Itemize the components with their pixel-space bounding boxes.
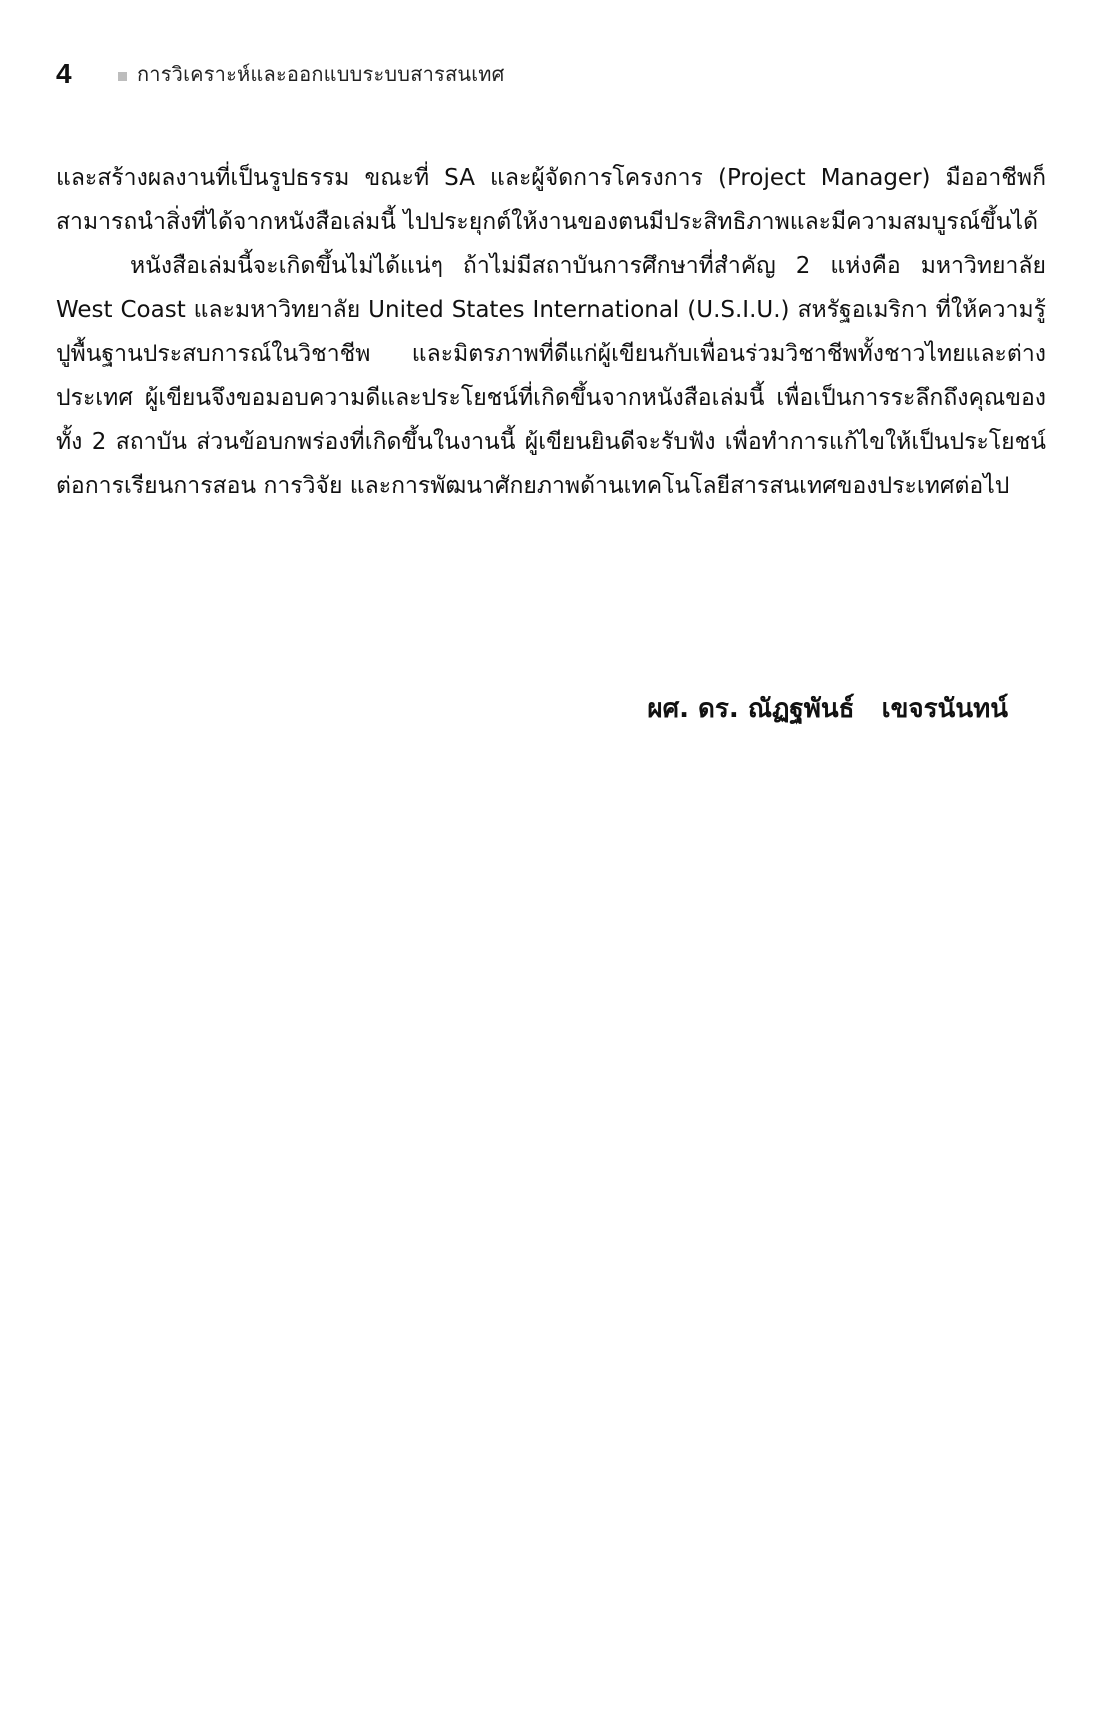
running-header-title: การวิเคราะห์และออกแบบระบบสารสนเทศ	[137, 62, 505, 86]
header-square-icon	[118, 72, 127, 81]
page-number: 4	[56, 58, 72, 89]
author-signature: ผศ. ดร. ณัฏฐพันธ์ เขจรนันทน์	[647, 694, 1008, 724]
body-paragraph-acknowledgement: หนังสือเล่มนี้จะเกิดขึ้นไม่ได้แน่ๆ ถ้าไม่มีสถาบันการศึกษาที่สำคัญ 2 แห่งคือ มหาวิทยาลัย West Coast และมหาวิทยาลัย United States International (U.S.I.U.) สหรัฐอเมริกา ที่ให้ความรู้ปูพื้นฐานประสบการณ์ในวิชาชีพ และมิตรภาพที่ดีแก่ผู้เขียนกับเพื่อนร่วมวิชาชีพทั้งชาวไทยและต่างประเทศ ผู้เขียนจึงขอมอบความดีและประโยชน์ที่เกิดขึ้นจากหนังสือเล่มนี้ เพื่อเป็นการระลึกถึงคุณของทั้ง 2 สถาบัน ส่วนข้อบกพร่องที่เกิดขึ้นในงานนี้ ผู้เขียนยินดีจะรับฟัง เพื่อทำการแก้ไขให้เป็นประโยชน์ต่อการเรียนการสอน การวิจัย และการพัฒนาศักยภาพด้านเทคโนโลยีสารสนเทศของประเทศต่อไป	[56, 253, 1046, 499]
page-body	[56, 156, 1046, 508]
page-header	[56, 54, 505, 94]
body-paragraph-continued: และสร้างผลงานที่เป็นรูปธรรม ขณะที่ SA และผู้จัดการโครงการ (Project Manager) มืออาชีพก็สามารถนำสิ่งที่ได้จากหนังสือเล่มนี้ ไปประยุกต์ให้งานของตนมีประสิทธิภาพและมีความสมบูรณ์ขึ้นได้	[56, 165, 1046, 235]
